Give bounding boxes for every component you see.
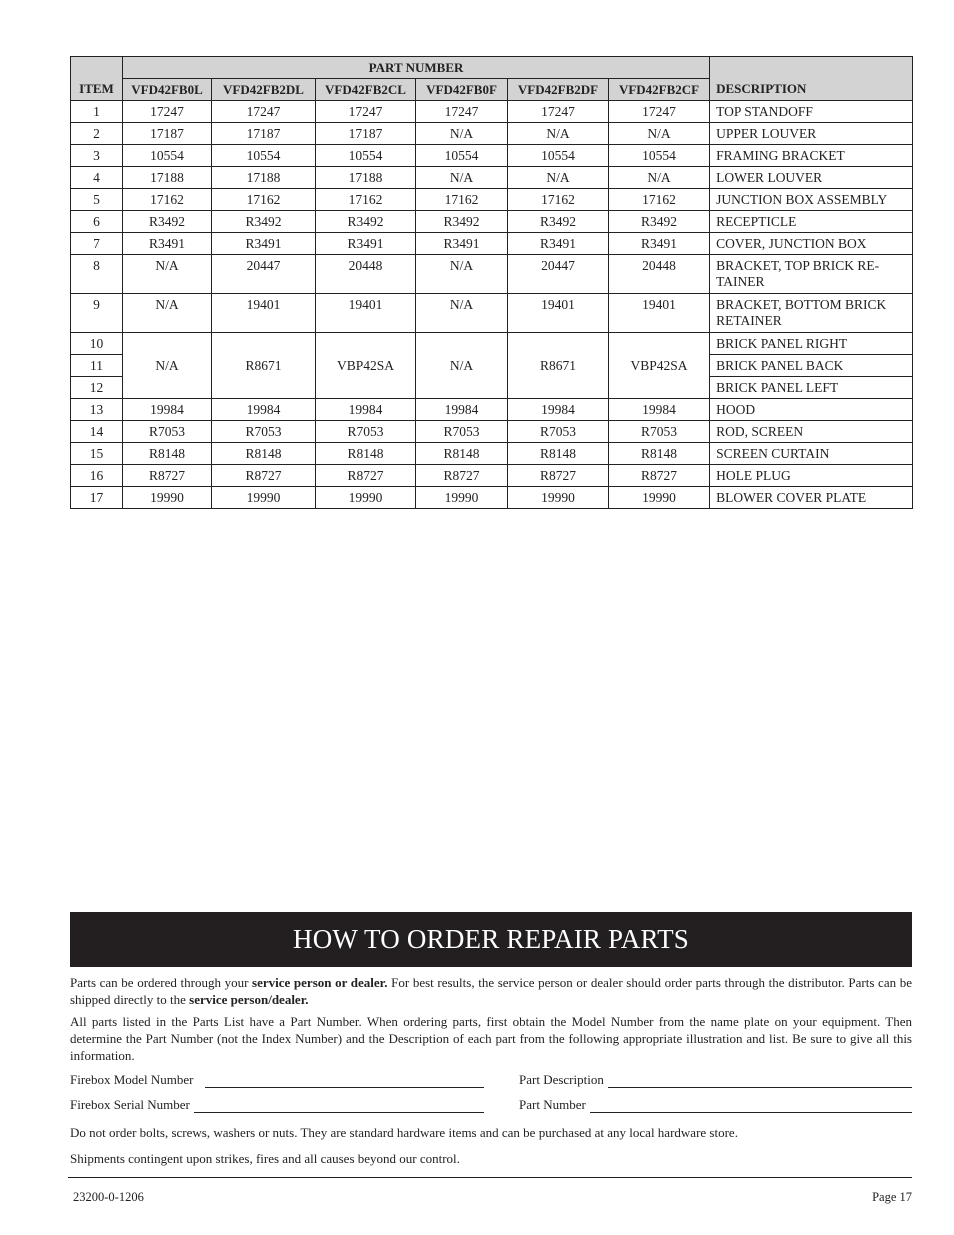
table-row: [71, 399, 913, 421]
item-number: 10: [71, 333, 123, 355]
part-number-cell: 17247: [609, 101, 710, 123]
description-cell: BLOWER COVER PLATE: [710, 487, 913, 509]
part-number-cell: 17187: [316, 123, 416, 145]
item-number: 6: [71, 211, 123, 233]
description-cell: JUNCTION BOX ASSEMBLY: [710, 189, 913, 211]
part-number-cell: 19984: [508, 399, 609, 421]
part-number-cell: N/A: [416, 167, 508, 189]
description-cell: RECEPTICLE: [710, 211, 913, 233]
part-number-cell: N/A: [508, 123, 609, 145]
description-cell: UPPER LOUVER: [710, 123, 913, 145]
table-row: [71, 465, 913, 487]
part-number-cell: 10554: [416, 145, 508, 167]
part-number-cell: R8148: [416, 443, 508, 465]
part-number-cell: 17247: [123, 101, 212, 123]
model-header-3: VFD42FB0F: [416, 79, 508, 101]
part-number-cell: R3492: [416, 211, 508, 233]
part-number-cell: N/A: [416, 123, 508, 145]
part-number-cell: 17162: [123, 189, 212, 211]
part-number-cell: R3491: [609, 233, 710, 255]
description-cell: HOOD: [710, 399, 913, 421]
part-number-cell: 19990: [416, 487, 508, 509]
part-number-cell: 17162: [508, 189, 609, 211]
item-number: 11: [71, 355, 123, 377]
page-number: Page 17: [872, 1190, 912, 1204]
table-row: [71, 123, 913, 145]
table-row: [71, 421, 913, 443]
part-number-cell: R8727: [609, 465, 710, 487]
part-number-cell: 17247: [212, 101, 316, 123]
model-header-4: VFD42FB2DF: [508, 79, 609, 101]
part-number-cell: VBP42SA: [316, 333, 416, 399]
part-number-cell: 10554: [508, 145, 609, 167]
part-number-cell: R3491: [508, 233, 609, 255]
part-number-cell: R8727: [508, 465, 609, 487]
part-number-cell: 20447: [508, 255, 609, 294]
item-number: 7: [71, 233, 123, 255]
order-paragraph-1: Parts can be ordered through your service person or dealer. For best results, the service person or dealer should order parts through the distributor. Parts can be shipped directly to the service person/dealer.: [70, 975, 912, 1007]
firebox-serial-field[interactable]: [70, 1097, 484, 1113]
part-number-cell: 17162: [416, 189, 508, 211]
part-number-cell: R8727: [123, 465, 212, 487]
part-number-cell: N/A: [416, 333, 508, 399]
part-number-cell: N/A: [416, 255, 508, 294]
item-number: 9: [71, 294, 123, 333]
part-number-cell: R3492: [316, 211, 416, 233]
firebox-serial-label: Firebox Serial Number: [70, 1097, 190, 1112]
part-number-cell: N/A: [123, 255, 212, 294]
table-row: [71, 101, 913, 123]
part-number-cell: R8671: [212, 333, 316, 399]
part-number-header: PART NUMBER: [123, 57, 710, 79]
part-number-cell: R8148: [508, 443, 609, 465]
part-number-cell: R3492: [123, 211, 212, 233]
part-number-cell: 19401: [508, 294, 609, 333]
description-cell: BRICK PANEL BACK: [710, 355, 913, 377]
part-number-cell: R7053: [416, 421, 508, 443]
description-cell: HOLE PLUG: [710, 465, 913, 487]
part-number-cell: N/A: [609, 167, 710, 189]
description-cell: [710, 294, 913, 333]
part-number-cell: R3491: [123, 233, 212, 255]
part-number-field[interactable]: [519, 1097, 912, 1113]
item-number: 3: [71, 145, 123, 167]
description-cell: LOWER LOUVER: [710, 167, 913, 189]
item-number: 1: [71, 101, 123, 123]
table-row: [71, 443, 913, 465]
part-number-cell: R7053: [508, 421, 609, 443]
part-description-label: Part Description: [519, 1072, 604, 1087]
part-number-cell: 20447: [212, 255, 316, 294]
model-header-1: VFD42FB2DL: [212, 79, 316, 101]
table-row: [71, 487, 913, 509]
part-number-cell: R3491: [316, 233, 416, 255]
part-number-cell: R7053: [212, 421, 316, 443]
item-header: ITEM: [71, 57, 123, 101]
document-number: 23200-0-1206: [73, 1190, 144, 1204]
item-number: 2: [71, 123, 123, 145]
part-number-cell: N/A: [123, 294, 212, 333]
description-line: RETAINER: [716, 313, 782, 328]
part-number-cell: 17247: [508, 101, 609, 123]
part-number-cell: R3492: [212, 211, 316, 233]
part-number-cell: 17188: [212, 167, 316, 189]
model-header-5: VFD42FB2CF: [609, 79, 710, 101]
part-number-cell: R7053: [123, 421, 212, 443]
order-paragraph-2: All parts listed in the Parts List have a Part Number. When ordering parts, first obtain the Model Number from the name plate on your equipment. Then determine the Part Number (not the Index Number) and the Description of each part from the following appropriate illustration and list. Be sure to give all this information.: [70, 1014, 912, 1063]
part-number-cell: 19401: [609, 294, 710, 333]
description-cell: TOP STANDOFF: [710, 101, 913, 123]
part-number-cell: 19990: [609, 487, 710, 509]
part-number-cell: R8148: [212, 443, 316, 465]
table-row: [71, 294, 913, 333]
table-row: [71, 167, 913, 189]
firebox-model-field[interactable]: [70, 1072, 484, 1088]
part-number-cell: 17188: [316, 167, 416, 189]
order-paragraph-3: Do not order bolts, screws, washers or nuts. They are standard hardware items and can be purchased at any local hardware store.: [70, 1125, 738, 1140]
firebox-model-line[interactable]: [205, 1075, 484, 1088]
description-line: BRACKET, BOTTOM BRICK: [716, 297, 887, 312]
part-number-cell: 19401: [316, 294, 416, 333]
item-number: 13: [71, 399, 123, 421]
part-number-cell: 17187: [212, 123, 316, 145]
footer-divider: [68, 1177, 912, 1178]
part-number-cell: 10554: [316, 145, 416, 167]
part-number-cell: 19984: [609, 399, 710, 421]
table-row: [71, 189, 913, 211]
part-number-cell: R8148: [316, 443, 416, 465]
part-number-cell: R8727: [416, 465, 508, 487]
part-number-cell: N/A: [123, 333, 212, 399]
part-number-cell: R3492: [508, 211, 609, 233]
item-number: 12: [71, 377, 123, 399]
table-row: [71, 255, 913, 294]
part-number-cell: 17247: [416, 101, 508, 123]
part-number-cell: 17162: [212, 189, 316, 211]
part-number-label: Part Number: [519, 1097, 586, 1112]
model-header-0: VFD42FB0L: [123, 79, 212, 101]
description-cell: BRICK PANEL LEFT: [710, 377, 913, 399]
description-header: DESCRIPTION: [710, 57, 913, 101]
part-number-cell: 17187: [123, 123, 212, 145]
item-number: 5: [71, 189, 123, 211]
order-paragraph-4: Shipments contingent upon strikes, fires and all causes beyond our control.: [70, 1151, 460, 1166]
description-line: TAINER: [716, 274, 765, 289]
description-cell: SCREEN CURTAIN: [710, 443, 913, 465]
part-number-cell: 10554: [123, 145, 212, 167]
part-number-cell: 10554: [212, 145, 316, 167]
part-number-cell: N/A: [416, 294, 508, 333]
part-number-cell: 17247: [316, 101, 416, 123]
firebox-serial-line[interactable]: [194, 1100, 484, 1113]
part-number-cell: 19990: [508, 487, 609, 509]
description-cell: BRICK PANEL RIGHT: [710, 333, 913, 355]
part-number-cell: 20448: [609, 255, 710, 294]
parts-list-table: [70, 56, 913, 509]
table-row: [71, 145, 913, 167]
part-number-cell: 19990: [123, 487, 212, 509]
part-number-cell: R7053: [316, 421, 416, 443]
model-header-2: VFD42FB2CL: [316, 79, 416, 101]
table-row: [71, 333, 913, 355]
item-number: 15: [71, 443, 123, 465]
part-number-cell: VBP42SA: [609, 333, 710, 399]
part-number-cell: 20448: [316, 255, 416, 294]
order-parts-banner: HOW TO ORDER REPAIR PARTS: [70, 912, 912, 967]
part-number-cell: R8727: [316, 465, 416, 487]
part-number-cell: R3491: [212, 233, 316, 255]
part-number-cell: 19984: [212, 399, 316, 421]
part-number-cell: 19984: [123, 399, 212, 421]
part-description-line[interactable]: [608, 1075, 912, 1088]
firebox-model-label: Firebox Model Number: [70, 1072, 194, 1087]
part-number-cell: 19990: [316, 487, 416, 509]
part-number-cell: 17188: [123, 167, 212, 189]
part-number-cell: N/A: [508, 167, 609, 189]
description-cell: [710, 255, 913, 294]
part-number-cell: N/A: [609, 123, 710, 145]
description-line: BRACKET, TOP BRICK RE-: [716, 258, 880, 273]
part-number-cell: 17162: [316, 189, 416, 211]
parts-table-body: [71, 101, 913, 509]
part-number-cell: R8727: [212, 465, 316, 487]
part-number-cell: 10554: [609, 145, 710, 167]
part-number-cell: R3491: [416, 233, 508, 255]
table-row: [71, 233, 913, 255]
part-number-cell: R8148: [123, 443, 212, 465]
part-number-cell: 19401: [212, 294, 316, 333]
part-number-cell: R7053: [609, 421, 710, 443]
description-cell: FRAMING BRACKET: [710, 145, 913, 167]
part-number-cell: R3492: [609, 211, 710, 233]
part-description-field[interactable]: [519, 1072, 912, 1088]
item-number: 4: [71, 167, 123, 189]
item-number: 17: [71, 487, 123, 509]
item-number: 8: [71, 255, 123, 294]
part-number-cell: 19990: [212, 487, 316, 509]
part-number-line[interactable]: [590, 1100, 912, 1113]
part-number-cell: R8148: [609, 443, 710, 465]
part-number-cell: 17162: [609, 189, 710, 211]
description-cell: COVER, JUNCTION BOX: [710, 233, 913, 255]
part-number-cell: 19984: [316, 399, 416, 421]
item-number: 14: [71, 421, 123, 443]
item-number: 16: [71, 465, 123, 487]
table-row: [71, 211, 913, 233]
part-number-cell: R8671: [508, 333, 609, 399]
description-cell: ROD, SCREEN: [710, 421, 913, 443]
part-number-cell: 19984: [416, 399, 508, 421]
